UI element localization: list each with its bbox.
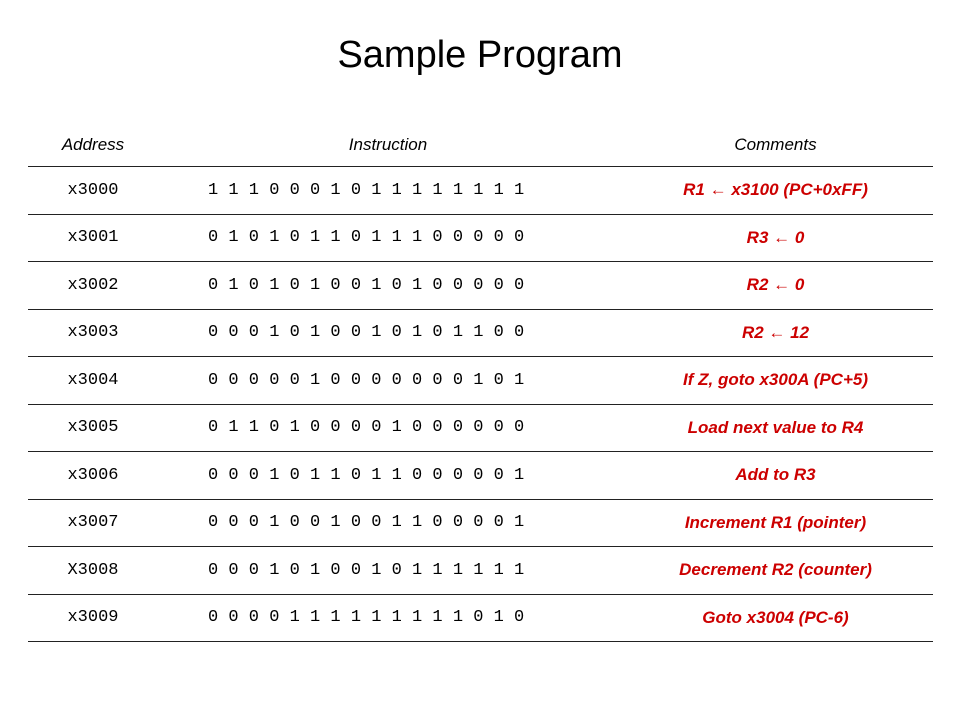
comments-header: Comments <box>618 124 933 167</box>
table-row <box>28 262 933 310</box>
address-cell: X3008 <box>28 547 158 595</box>
address-header: Address <box>28 124 158 167</box>
table-row <box>28 309 933 357</box>
table-row <box>28 594 933 642</box>
comment-cell: Goto x3004 (PC-6) <box>618 594 933 642</box>
table-row <box>28 404 933 452</box>
comment-cell: Decrement R2 (counter) <box>618 547 933 595</box>
comment-cell: R1 ← x3100 (PC+0xFF) <box>618 167 933 215</box>
instruction-cell: 0 0 0 0 0 1 0 0 0 0 0 0 0 1 0 1 <box>158 357 618 405</box>
instruction-cell: 0 0 0 1 0 1 1 0 1 1 0 0 0 0 0 1 <box>158 452 618 500</box>
instruction-cell: 0 0 0 0 1 1 1 1 1 1 1 1 1 0 1 0 <box>158 594 618 642</box>
comment-cell: If Z, goto x300A (PC+5) <box>618 357 933 405</box>
table-row <box>28 452 933 500</box>
table-row <box>28 499 933 547</box>
table-row <box>28 214 933 262</box>
instruction-cell: 0 0 0 1 0 0 1 0 0 1 1 0 0 0 0 1 <box>158 499 618 547</box>
comment-cell: R3 ← 0 <box>618 214 933 262</box>
program-table <box>28 124 933 642</box>
comment-cell: Increment R1 (pointer) <box>618 499 933 547</box>
address-cell: x3007 <box>28 499 158 547</box>
instruction-cell: 0 1 0 1 0 1 0 0 1 0 1 0 0 0 0 0 <box>158 262 618 310</box>
instruction-cell: 0 0 0 1 0 1 0 0 1 0 1 0 1 1 0 0 <box>158 309 618 357</box>
address-cell: x3006 <box>28 452 158 500</box>
comment-cell: Load next value to R4 <box>618 404 933 452</box>
address-cell: x3004 <box>28 357 158 405</box>
instruction-cell: 0 1 1 0 1 0 0 0 0 1 0 0 0 0 0 0 <box>158 404 618 452</box>
instruction-cell: 0 1 0 1 0 1 1 0 1 1 1 0 0 0 0 0 <box>158 214 618 262</box>
address-cell: x3003 <box>28 309 158 357</box>
comment-cell: Add to R3 <box>618 452 933 500</box>
instruction-header: Instruction <box>158 124 618 167</box>
comment-cell: R2 ← 0 <box>618 262 933 310</box>
table-row <box>28 357 933 405</box>
table-header-row <box>28 124 933 167</box>
address-cell: x3000 <box>28 167 158 215</box>
address-cell: x3001 <box>28 214 158 262</box>
address-cell: x3002 <box>28 262 158 310</box>
page-title: Sample Program <box>337 34 623 76</box>
comment-cell: R2 ← 12 <box>618 309 933 357</box>
instruction-cell: 0 0 0 1 0 1 0 0 1 0 1 1 1 1 1 1 <box>158 547 618 595</box>
address-cell: x3009 <box>28 594 158 642</box>
table-row <box>28 167 933 215</box>
instruction-cell: 1 1 1 0 0 0 1 0 1 1 1 1 1 1 1 1 <box>158 167 618 215</box>
address-cell: x3005 <box>28 404 158 452</box>
table-row <box>28 547 933 595</box>
